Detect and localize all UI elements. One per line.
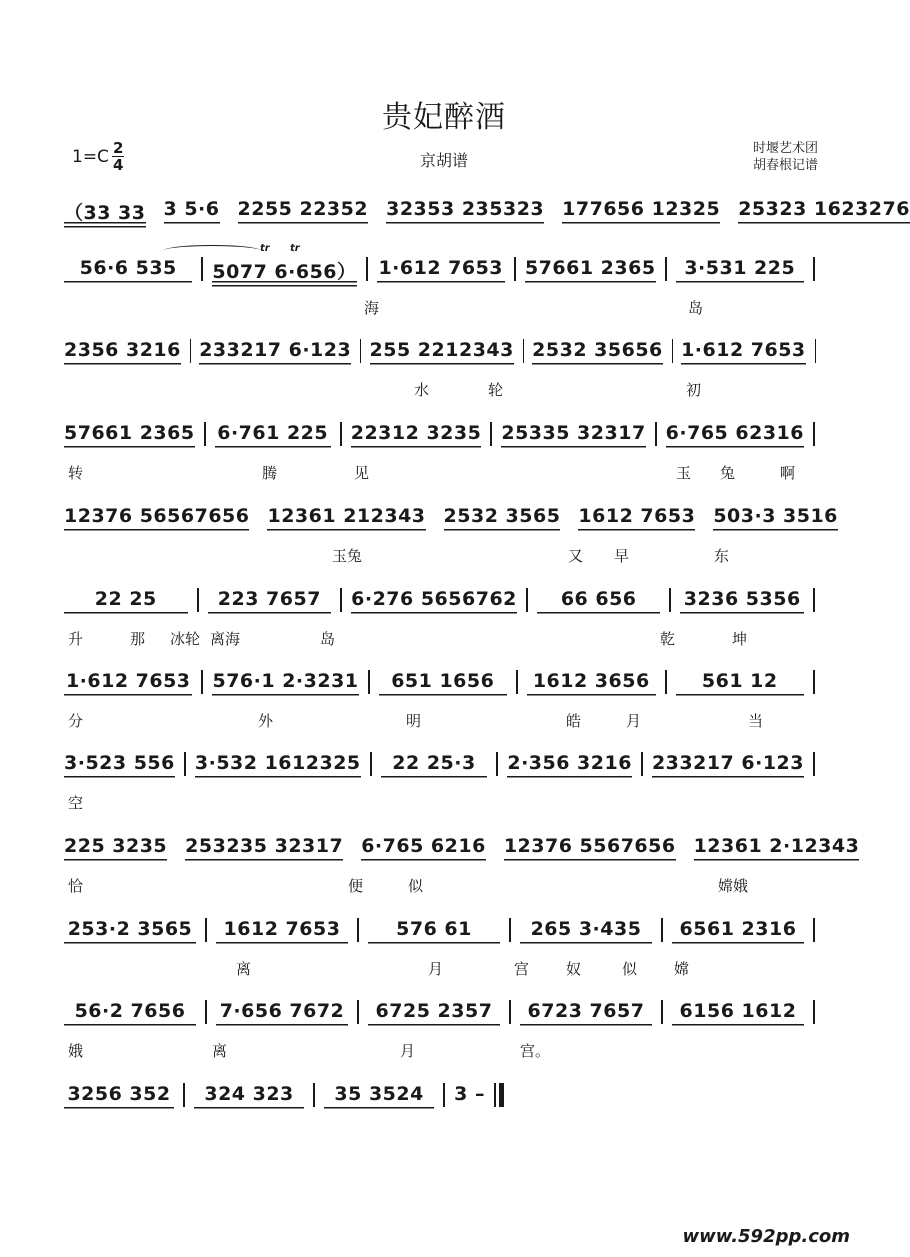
measure: 253·2 3565 bbox=[64, 918, 196, 946]
measure: 22312 3235 bbox=[351, 422, 482, 450]
measure: 12361 2·12343 bbox=[694, 835, 860, 863]
bar-line bbox=[813, 588, 815, 612]
notation-line bbox=[64, 588, 824, 618]
lyric-word: 月 bbox=[428, 960, 444, 978]
bar-line bbox=[197, 588, 199, 612]
measure: 3 – bbox=[454, 1083, 485, 1105]
score-subtitle: 京胡谱 bbox=[419, 151, 468, 170]
measure: 3·523 556 bbox=[64, 752, 175, 780]
measure: 2532 35656 bbox=[532, 339, 663, 367]
bar-line bbox=[357, 918, 359, 942]
measure: 651 1656 bbox=[379, 670, 507, 698]
lyric-word: 宫 bbox=[514, 960, 530, 978]
bar-line bbox=[490, 422, 492, 446]
measure: 1·612 7653 bbox=[64, 670, 192, 698]
measure: 2255 22352 bbox=[238, 198, 369, 226]
bar-line bbox=[205, 1000, 207, 1024]
notation-line bbox=[64, 422, 824, 452]
bar-line bbox=[204, 422, 206, 446]
measure: 22 25·3 bbox=[381, 752, 488, 780]
measure: 6·765 62316 bbox=[666, 422, 804, 450]
bar-line bbox=[813, 257, 815, 281]
measure: 3 5·6 bbox=[164, 198, 220, 226]
lyric-word: 坤 bbox=[732, 630, 748, 648]
measure: 576 61 bbox=[368, 918, 500, 946]
lyrics-line bbox=[64, 875, 824, 895]
site-watermark: www.592pp.com bbox=[682, 1226, 850, 1247]
notation-line bbox=[64, 918, 824, 948]
score-title: 贵妃醉酒 bbox=[382, 100, 506, 135]
lyrics-line bbox=[64, 297, 824, 317]
bar-line bbox=[340, 422, 342, 446]
measure: 233217 6·123 bbox=[652, 752, 804, 780]
notation-line bbox=[64, 835, 860, 865]
measure: 57661 2365 bbox=[525, 257, 656, 285]
measure: 3256 352 bbox=[64, 1083, 174, 1111]
lyric-word: 当 bbox=[748, 712, 764, 730]
bar-line bbox=[661, 1000, 663, 1024]
lyric-word: 冰轮 bbox=[170, 630, 201, 648]
bar-line bbox=[661, 918, 663, 942]
lyric-word: 皓 bbox=[566, 712, 582, 730]
measure: 233217 6·123 bbox=[199, 339, 351, 367]
lyrics-line bbox=[64, 792, 824, 812]
notation-line bbox=[64, 752, 824, 782]
lyric-word: 离海 bbox=[210, 630, 241, 648]
score-system bbox=[64, 670, 824, 740]
lyric-word: 海 bbox=[364, 299, 380, 317]
measure: 1612 7653 bbox=[578, 505, 695, 533]
measure: 12376 5567656 bbox=[504, 835, 676, 863]
notation-line bbox=[64, 198, 910, 228]
bar-line bbox=[665, 257, 667, 281]
lyric-word: 分 bbox=[68, 712, 84, 730]
measure: 1·612 7653 bbox=[681, 339, 806, 367]
lyrics-line bbox=[64, 958, 824, 978]
bar-line bbox=[509, 918, 511, 942]
measure: 66 656 bbox=[537, 588, 661, 616]
lyric-word: 明 bbox=[406, 712, 422, 730]
score-system bbox=[64, 918, 824, 988]
bar-line bbox=[201, 257, 203, 281]
bar-line bbox=[357, 1000, 359, 1024]
lyric-word: 兔 bbox=[720, 464, 736, 482]
lyric-word: 岛 bbox=[320, 630, 336, 648]
measure: 25335 32317 bbox=[501, 422, 645, 450]
score-system bbox=[64, 339, 824, 409]
credit-transcriber: 胡春根记谱 bbox=[752, 158, 818, 173]
measure: 12361 212343 bbox=[267, 505, 425, 533]
lyric-word: 那 bbox=[130, 630, 146, 648]
measure: 3·531 225 bbox=[676, 257, 804, 285]
time-numerator: 2 bbox=[112, 139, 124, 157]
lyric-word: 空 bbox=[68, 794, 84, 812]
lyric-word: 嫦 bbox=[674, 960, 690, 978]
measure: 56·2 7656 bbox=[64, 1000, 196, 1028]
lyric-word: 腾 bbox=[262, 464, 278, 482]
score-system bbox=[64, 1083, 824, 1153]
score-system bbox=[64, 752, 824, 822]
measure: 1612 7653 bbox=[216, 918, 348, 946]
lyrics-line bbox=[64, 628, 824, 648]
bar-line bbox=[514, 257, 516, 281]
lyric-word: 轮 bbox=[488, 381, 504, 399]
notation-line bbox=[64, 670, 824, 700]
lyric-word: 东 bbox=[714, 547, 730, 565]
lyric-word: 转 bbox=[68, 464, 84, 482]
lyric-word: 又 bbox=[568, 547, 584, 565]
measure: 6·761 225 bbox=[215, 422, 331, 450]
notation-line bbox=[64, 1000, 824, 1030]
measure: 32353 235323 bbox=[386, 198, 544, 226]
lyrics-line bbox=[64, 462, 824, 482]
measure: 3·532 1612325 bbox=[195, 752, 361, 780]
measure: 6725 2357 bbox=[368, 1000, 500, 1028]
bar-line bbox=[655, 422, 657, 446]
lyric-word: 升 bbox=[68, 630, 84, 648]
measure: 177656 12325 bbox=[562, 198, 720, 226]
measure: 225 3235 bbox=[64, 835, 167, 863]
bar-line bbox=[813, 422, 815, 446]
bar-line bbox=[368, 670, 370, 694]
lyric-word: 宫。 bbox=[520, 1042, 551, 1060]
measure: 223 7657 bbox=[208, 588, 332, 616]
bar-line bbox=[516, 670, 518, 694]
measure: 6723 7657 bbox=[520, 1000, 652, 1028]
trill-mark: tr bbox=[260, 243, 270, 254]
measure: 22 25 bbox=[64, 588, 188, 616]
lyric-word: 玉兔 bbox=[332, 547, 363, 565]
measure: 3236 5356 bbox=[680, 588, 804, 616]
lyric-word: 似 bbox=[622, 960, 638, 978]
notation-line bbox=[64, 505, 838, 535]
lyrics-line bbox=[64, 379, 824, 399]
bar-line bbox=[496, 752, 498, 776]
bar-line bbox=[813, 1000, 815, 1024]
measure: 7·656 7672 bbox=[216, 1000, 348, 1028]
measure: 25323 1623276 bbox=[738, 198, 910, 226]
measure: 6156 1612 bbox=[672, 1000, 804, 1028]
measure: 265 3·435 bbox=[520, 918, 652, 946]
time-denominator: 4 bbox=[112, 156, 124, 174]
bar-line bbox=[509, 1000, 511, 1024]
lyrics-line bbox=[64, 545, 824, 565]
measure: 12376 56567656 bbox=[64, 505, 249, 533]
lyric-word: 见 bbox=[354, 464, 370, 482]
score-system bbox=[64, 588, 824, 658]
lyric-word: 似 bbox=[408, 877, 424, 895]
bar-line bbox=[641, 752, 643, 776]
measure: 5077 6·656） bbox=[212, 257, 356, 290]
bar-line bbox=[669, 588, 671, 612]
measure: 2356 3216 bbox=[64, 339, 181, 367]
trill-mark: tr bbox=[290, 243, 300, 254]
measure: 324 323 bbox=[194, 1083, 304, 1111]
notation-line bbox=[64, 1083, 504, 1113]
measure: 503·3 3516 bbox=[713, 505, 838, 533]
final-bar-thick bbox=[499, 1083, 504, 1107]
lyrics-line bbox=[64, 1040, 824, 1060]
lyric-word: 水 bbox=[414, 381, 430, 399]
key-label: 1=C bbox=[72, 146, 109, 167]
lyric-word: 乾 bbox=[660, 630, 676, 648]
score-system bbox=[64, 505, 838, 575]
lyric-word: 岛 bbox=[688, 299, 704, 317]
lyric-word: 离 bbox=[236, 960, 252, 978]
final-bar-thin bbox=[494, 1083, 496, 1107]
lyric-word: 月 bbox=[400, 1042, 416, 1060]
lyric-word: 初 bbox=[686, 381, 702, 399]
bar-line bbox=[183, 1083, 185, 1107]
bar-line bbox=[201, 670, 203, 694]
lyric-word: 奴 bbox=[566, 960, 582, 978]
bar-line bbox=[340, 588, 342, 612]
measure: 1·612 7653 bbox=[377, 257, 505, 285]
lyric-word: 月 bbox=[626, 712, 642, 730]
bar-line bbox=[813, 918, 815, 942]
bar-line bbox=[665, 670, 667, 694]
measure: 576·1 2·3231 bbox=[212, 670, 358, 698]
measure: 35 3524 bbox=[324, 1083, 434, 1111]
lyric-word: 啊 bbox=[780, 464, 796, 482]
measure: 56·6 535 bbox=[64, 257, 192, 285]
measure: 6·276 5656762 bbox=[351, 588, 517, 616]
measure: 253235 32317 bbox=[185, 835, 343, 863]
bar-line bbox=[184, 752, 186, 776]
score-system bbox=[64, 422, 824, 492]
bar-line bbox=[443, 1083, 445, 1107]
score-system bbox=[64, 1000, 824, 1070]
bar-line bbox=[813, 670, 815, 694]
lyric-word: 早 bbox=[614, 547, 630, 565]
credit-troupe: 时堰艺术团 bbox=[752, 141, 818, 156]
lyric-word: 便 bbox=[348, 877, 364, 895]
measure: 2·356 3216 bbox=[507, 752, 632, 780]
measure: 6561 2316 bbox=[672, 918, 804, 946]
measure: 57661 2365 bbox=[64, 422, 195, 450]
bar-line bbox=[526, 588, 528, 612]
bar-line bbox=[813, 752, 815, 776]
measure: 561 12 bbox=[676, 670, 804, 698]
score-system bbox=[64, 243, 824, 327]
lyric-word: 娥 bbox=[68, 1042, 84, 1060]
measure: 6·765 6216 bbox=[361, 835, 486, 863]
lyric-word: 玉 bbox=[676, 464, 692, 482]
measure: 2532 3565 bbox=[444, 505, 561, 533]
measure: 255 2212343 bbox=[370, 339, 514, 367]
slur-mark bbox=[164, 245, 260, 256]
score-system bbox=[64, 835, 860, 905]
bar-line bbox=[205, 918, 207, 942]
bar-line bbox=[313, 1083, 315, 1107]
measure: 1612 3656 bbox=[527, 670, 655, 698]
lyric-word: 恰 bbox=[68, 877, 84, 895]
measure: （33 33 bbox=[64, 198, 146, 231]
lyric-word: 嫦娥 bbox=[718, 877, 749, 895]
bar-line bbox=[370, 752, 372, 776]
lyric-word: 离 bbox=[212, 1042, 228, 1060]
notation-line bbox=[64, 339, 824, 369]
bar-line bbox=[366, 257, 368, 281]
lyric-word: 外 bbox=[258, 712, 274, 730]
lyrics-line bbox=[64, 710, 824, 730]
notation-line bbox=[64, 257, 824, 287]
